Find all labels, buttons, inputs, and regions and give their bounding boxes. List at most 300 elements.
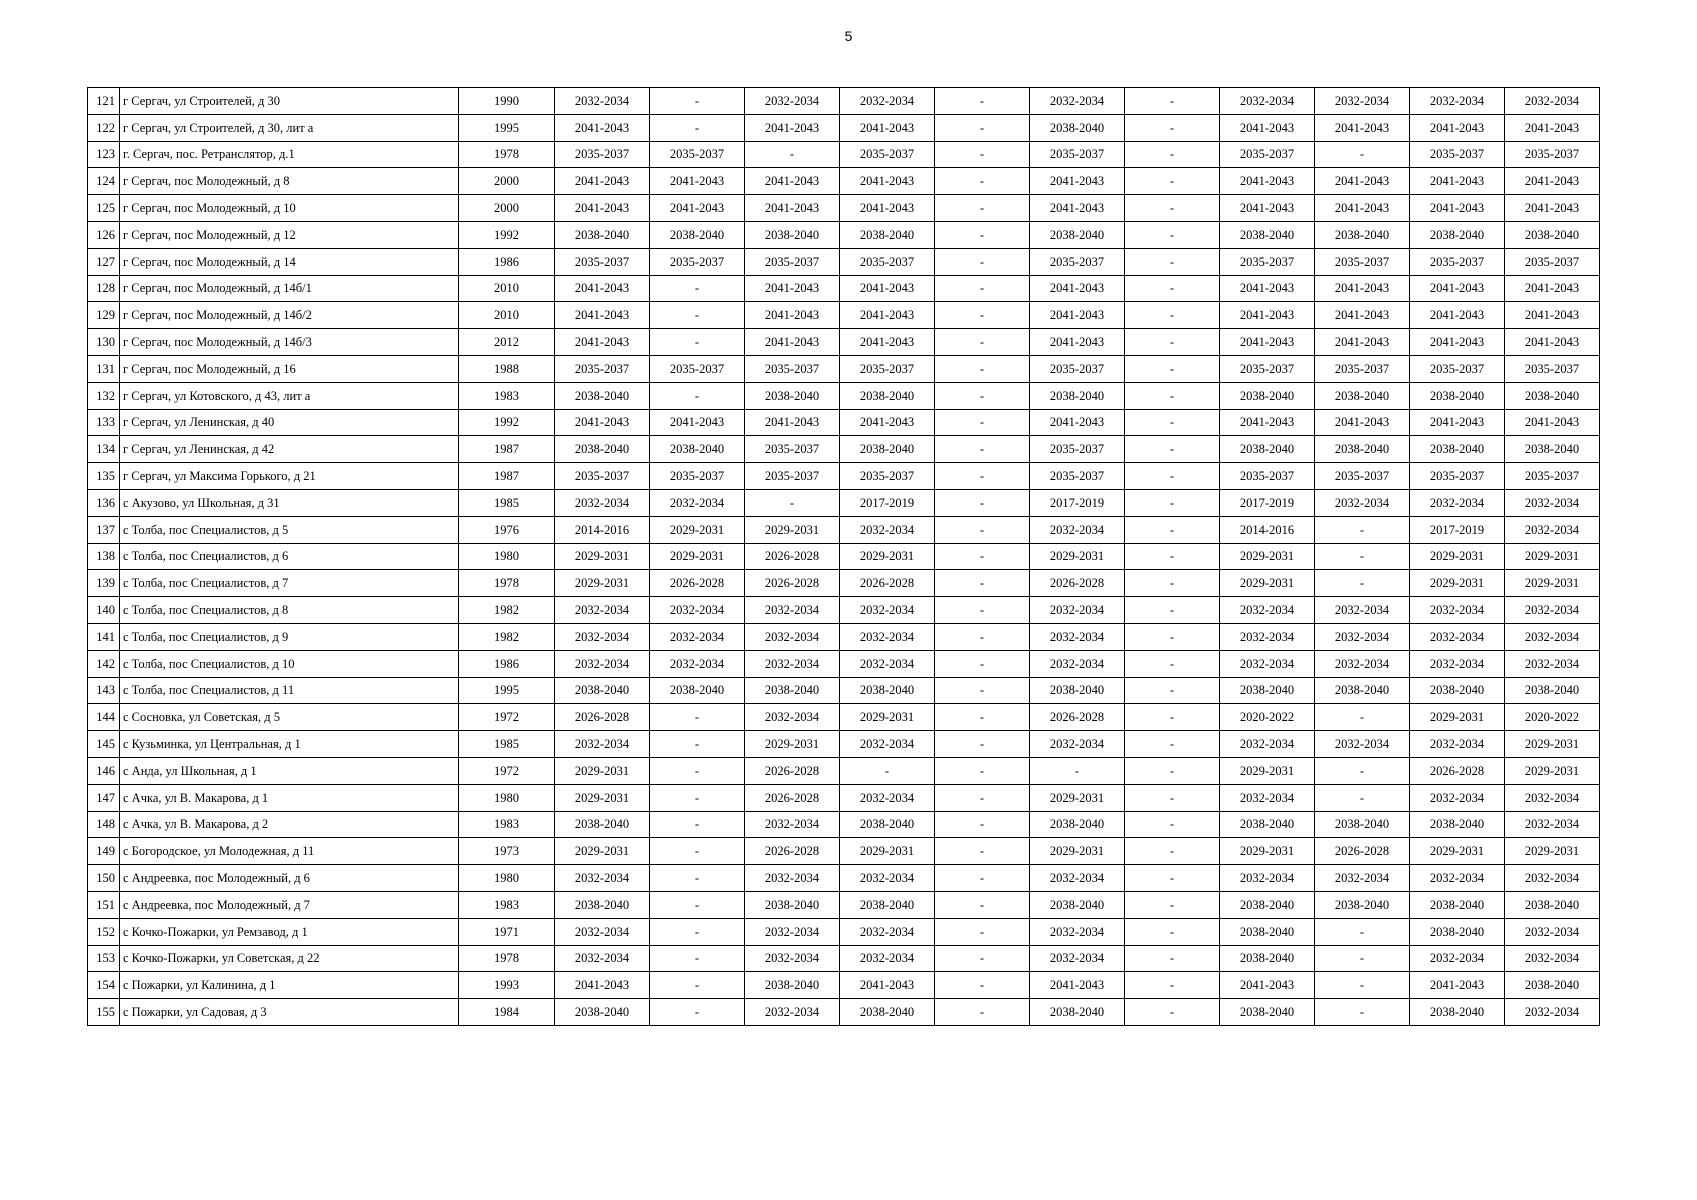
- period-cell: 2029-2031: [1030, 784, 1125, 811]
- period-cell: 2029-2031: [745, 516, 840, 543]
- period-cell: 2035-2037: [555, 248, 650, 275]
- period-cell: 2029-2031: [1505, 570, 1600, 597]
- period-cell: 2041-2043: [1220, 195, 1315, 222]
- period-cell: -: [935, 650, 1030, 677]
- row-number-cell: 125: [88, 195, 120, 222]
- period-cell: -: [1125, 731, 1220, 758]
- period-cell: -: [1125, 623, 1220, 650]
- year-cell: 1980: [459, 784, 555, 811]
- period-cell: -: [650, 918, 745, 945]
- table-body: [88, 88, 1600, 1026]
- period-cell: 2017-2019: [1220, 489, 1315, 516]
- period-cell: 2041-2043: [840, 195, 935, 222]
- period-cell: 2035-2037: [650, 248, 745, 275]
- table-row: [88, 141, 1600, 168]
- year-cell: 2000: [459, 195, 555, 222]
- period-cell: 2041-2043: [1220, 972, 1315, 999]
- period-cell: -: [1125, 891, 1220, 918]
- period-cell: 2038-2040: [1315, 811, 1410, 838]
- address-cell: с Акузово, ул Школьная, д 31: [120, 489, 459, 516]
- period-cell: 2035-2037: [1410, 141, 1505, 168]
- row-number-cell: 147: [88, 784, 120, 811]
- period-cell: -: [1125, 677, 1220, 704]
- period-cell: 2041-2043: [1505, 409, 1600, 436]
- period-cell: 2032-2034: [840, 597, 935, 624]
- period-cell: 2029-2031: [1220, 757, 1315, 784]
- period-cell: -: [1125, 838, 1220, 865]
- period-cell: 2029-2031: [1410, 543, 1505, 570]
- period-cell: 2041-2043: [1220, 329, 1315, 356]
- period-cell: -: [1125, 516, 1220, 543]
- period-cell: 2032-2034: [555, 88, 650, 115]
- period-cell: 2038-2040: [745, 221, 840, 248]
- period-cell: 2041-2043: [1030, 972, 1125, 999]
- address-cell: г Сергач, пос Молодежный, д 14б/2: [120, 302, 459, 329]
- period-cell: -: [650, 811, 745, 838]
- period-cell: -: [935, 141, 1030, 168]
- period-cell: 2032-2034: [1030, 88, 1125, 115]
- period-cell: 2017-2019: [840, 489, 935, 516]
- row-number-cell: 145: [88, 731, 120, 758]
- period-cell: 2032-2034: [1315, 623, 1410, 650]
- period-cell: -: [650, 972, 745, 999]
- period-cell: 2035-2037: [1030, 248, 1125, 275]
- period-cell: 2035-2037: [840, 248, 935, 275]
- period-cell: 2029-2031: [1505, 731, 1600, 758]
- address-cell: г Сергач, пос Молодежный, д 10: [120, 195, 459, 222]
- period-cell: -: [650, 838, 745, 865]
- period-cell: 2026-2028: [1030, 704, 1125, 731]
- period-cell: 2032-2034: [1030, 650, 1125, 677]
- period-cell: 2041-2043: [555, 329, 650, 356]
- period-cell: 2038-2040: [1410, 221, 1505, 248]
- period-cell: 2041-2043: [1315, 114, 1410, 141]
- period-cell: 2029-2031: [1505, 838, 1600, 865]
- period-cell: 2032-2034: [1505, 784, 1600, 811]
- row-number-cell: 143: [88, 677, 120, 704]
- period-cell: -: [1125, 918, 1220, 945]
- year-cell: 1972: [459, 757, 555, 784]
- period-cell: -: [650, 382, 745, 409]
- period-cell: 2041-2043: [1030, 275, 1125, 302]
- period-cell: -: [1125, 248, 1220, 275]
- period-cell: 2038-2040: [1220, 811, 1315, 838]
- period-cell: 2035-2037: [840, 141, 935, 168]
- period-cell: 2032-2034: [1505, 623, 1600, 650]
- address-cell: с Ачка, ул В. Макарова, д 1: [120, 784, 459, 811]
- row-number-cell: 134: [88, 436, 120, 463]
- row-number-cell: 131: [88, 355, 120, 382]
- period-cell: 2041-2043: [555, 972, 650, 999]
- table-row: [88, 918, 1600, 945]
- period-cell: 2038-2040: [745, 677, 840, 704]
- period-cell: -: [1125, 302, 1220, 329]
- period-cell: 2038-2040: [1410, 382, 1505, 409]
- year-cell: 1976: [459, 516, 555, 543]
- period-cell: -: [1315, 945, 1410, 972]
- period-cell: -: [935, 918, 1030, 945]
- period-cell: 2038-2040: [1030, 221, 1125, 248]
- year-cell: 1990: [459, 88, 555, 115]
- period-cell: 2038-2040: [1220, 221, 1315, 248]
- table-row: [88, 570, 1600, 597]
- year-cell: 1987: [459, 463, 555, 490]
- period-cell: 2020-2022: [1220, 704, 1315, 731]
- period-cell: 2035-2037: [1220, 141, 1315, 168]
- period-cell: -: [1125, 329, 1220, 356]
- period-cell: 2041-2043: [745, 302, 840, 329]
- period-cell: 2041-2043: [1030, 195, 1125, 222]
- period-cell: -: [745, 141, 840, 168]
- row-number-cell: 149: [88, 838, 120, 865]
- row-number-cell: 129: [88, 302, 120, 329]
- year-cell: 2010: [459, 302, 555, 329]
- period-cell: 2029-2031: [1410, 838, 1505, 865]
- period-cell: -: [1125, 114, 1220, 141]
- row-number-cell: 136: [88, 489, 120, 516]
- period-cell: 2041-2043: [745, 168, 840, 195]
- period-cell: -: [1315, 516, 1410, 543]
- address-cell: с Толба, пос Специалистов, д 6: [120, 543, 459, 570]
- period-cell: -: [935, 409, 1030, 436]
- period-cell: 2038-2040: [555, 436, 650, 463]
- period-cell: 2038-2040: [1030, 891, 1125, 918]
- row-number-cell: 141: [88, 623, 120, 650]
- period-cell: 2041-2043: [555, 114, 650, 141]
- period-cell: 2041-2043: [650, 409, 745, 436]
- address-cell: с Пожарки, ул Садовая, д 3: [120, 999, 459, 1026]
- period-cell: -: [1315, 972, 1410, 999]
- table-row: [88, 409, 1600, 436]
- address-cell: с Кочко-Пожарки, ул Ремзавод, д 1: [120, 918, 459, 945]
- period-cell: -: [1315, 784, 1410, 811]
- period-cell: 2029-2031: [1030, 543, 1125, 570]
- period-cell: -: [1315, 999, 1410, 1026]
- table-row: [88, 489, 1600, 516]
- period-cell: -: [1125, 811, 1220, 838]
- year-cell: 2012: [459, 329, 555, 356]
- period-cell: 2038-2040: [1410, 999, 1505, 1026]
- period-cell: 2038-2040: [1030, 382, 1125, 409]
- period-cell: 2041-2043: [1220, 114, 1315, 141]
- year-cell: 1978: [459, 945, 555, 972]
- period-cell: -: [935, 757, 1030, 784]
- period-cell: 2029-2031: [555, 838, 650, 865]
- period-cell: 2026-2028: [745, 838, 840, 865]
- period-cell: 2041-2043: [1220, 302, 1315, 329]
- table-row: [88, 597, 1600, 624]
- period-cell: 2041-2043: [1410, 168, 1505, 195]
- period-cell: -: [650, 865, 745, 892]
- period-cell: 2035-2037: [1505, 141, 1600, 168]
- period-cell: 2038-2040: [650, 221, 745, 248]
- period-cell: 2014-2016: [1220, 516, 1315, 543]
- table-row: [88, 382, 1600, 409]
- period-cell: 2032-2034: [1410, 784, 1505, 811]
- period-cell: -: [1315, 570, 1410, 597]
- period-cell: 2041-2043: [1410, 329, 1505, 356]
- period-cell: 2041-2043: [745, 114, 840, 141]
- page-number: 5: [844, 28, 853, 44]
- period-cell: 2038-2040: [1315, 436, 1410, 463]
- period-cell: 2032-2034: [555, 918, 650, 945]
- row-number-cell: 142: [88, 650, 120, 677]
- period-cell: -: [650, 891, 745, 918]
- table-row: [88, 999, 1600, 1026]
- period-cell: 2032-2034: [1220, 623, 1315, 650]
- period-cell: -: [1315, 704, 1410, 731]
- address-cell: с Андреевка, пос Молодежный, д 7: [120, 891, 459, 918]
- period-cell: -: [1125, 865, 1220, 892]
- period-cell: 2032-2034: [1505, 865, 1600, 892]
- period-cell: 2038-2040: [1030, 999, 1125, 1026]
- period-cell: 2032-2034: [1315, 865, 1410, 892]
- period-cell: 2032-2034: [1030, 865, 1125, 892]
- row-number-cell: 130: [88, 329, 120, 356]
- period-cell: -: [935, 248, 1030, 275]
- row-number-cell: 146: [88, 757, 120, 784]
- period-cell: 2032-2034: [1315, 597, 1410, 624]
- period-cell: 2032-2034: [1505, 918, 1600, 945]
- period-cell: 2029-2031: [555, 570, 650, 597]
- address-cell: г Сергач, ул Ленинская, д 40: [120, 409, 459, 436]
- table-row: [88, 891, 1600, 918]
- period-cell: 2032-2034: [1505, 88, 1600, 115]
- period-cell: 2038-2040: [1220, 999, 1315, 1026]
- year-cell: 1985: [459, 489, 555, 516]
- year-cell: 1978: [459, 141, 555, 168]
- row-number-cell: 124: [88, 168, 120, 195]
- year-cell: 1983: [459, 382, 555, 409]
- period-cell: 2029-2031: [1220, 543, 1315, 570]
- period-cell: 2041-2043: [1410, 195, 1505, 222]
- period-cell: 2038-2040: [1505, 891, 1600, 918]
- period-cell: 2038-2040: [840, 891, 935, 918]
- row-number-cell: 126: [88, 221, 120, 248]
- period-cell: -: [935, 999, 1030, 1026]
- period-cell: -: [935, 355, 1030, 382]
- year-cell: 1980: [459, 543, 555, 570]
- address-cell: с Сосновка, ул Советская, д 5: [120, 704, 459, 731]
- row-number-cell: 150: [88, 865, 120, 892]
- period-cell: 2032-2034: [840, 88, 935, 115]
- period-cell: 2032-2034: [1505, 516, 1600, 543]
- period-cell: 2032-2034: [1410, 731, 1505, 758]
- period-cell: -: [1125, 972, 1220, 999]
- year-cell: 1971: [459, 918, 555, 945]
- period-cell: 2032-2034: [1315, 731, 1410, 758]
- period-cell: -: [1125, 489, 1220, 516]
- period-cell: 2038-2040: [1030, 677, 1125, 704]
- period-cell: -: [935, 704, 1030, 731]
- row-number-cell: 132: [88, 382, 120, 409]
- year-cell: 1973: [459, 838, 555, 865]
- period-cell: 2038-2040: [650, 677, 745, 704]
- table-row: [88, 355, 1600, 382]
- period-cell: 2026-2028: [650, 570, 745, 597]
- period-cell: -: [935, 382, 1030, 409]
- period-cell: 2038-2040: [1220, 891, 1315, 918]
- period-cell: -: [935, 543, 1030, 570]
- period-cell: -: [650, 704, 745, 731]
- period-cell: 2035-2037: [1410, 248, 1505, 275]
- period-cell: -: [650, 114, 745, 141]
- address-cell: г. Сергач, пос. Ретранслятор, д.1: [120, 141, 459, 168]
- period-cell: 2041-2043: [1410, 409, 1505, 436]
- period-cell: 2029-2031: [555, 757, 650, 784]
- year-cell: 1982: [459, 623, 555, 650]
- period-cell: -: [935, 302, 1030, 329]
- period-cell: 2038-2040: [1410, 918, 1505, 945]
- address-cell: г Сергач, ул Ленинская, д 42: [120, 436, 459, 463]
- year-cell: 1986: [459, 248, 555, 275]
- period-cell: -: [935, 329, 1030, 356]
- period-cell: 2029-2031: [1505, 543, 1600, 570]
- period-cell: 2038-2040: [745, 972, 840, 999]
- period-cell: 2026-2028: [1030, 570, 1125, 597]
- period-cell: 2035-2037: [1030, 463, 1125, 490]
- period-cell: -: [935, 436, 1030, 463]
- period-cell: 2041-2043: [555, 302, 650, 329]
- table-row: [88, 945, 1600, 972]
- period-cell: 2038-2040: [1030, 114, 1125, 141]
- address-cell: с Кочко-Пожарки, ул Советская, д 22: [120, 945, 459, 972]
- period-cell: 2038-2040: [1315, 677, 1410, 704]
- period-cell: -: [1125, 221, 1220, 248]
- period-cell: 2041-2043: [1505, 168, 1600, 195]
- period-cell: 2032-2034: [745, 623, 840, 650]
- period-cell: 2032-2034: [555, 489, 650, 516]
- period-cell: 2035-2037: [745, 355, 840, 382]
- period-cell: 2035-2037: [1220, 463, 1315, 490]
- period-cell: 2038-2040: [555, 811, 650, 838]
- row-number-cell: 140: [88, 597, 120, 624]
- period-cell: 2020-2022: [1505, 704, 1600, 731]
- period-cell: 2032-2034: [1410, 489, 1505, 516]
- period-cell: 2029-2031: [555, 543, 650, 570]
- period-cell: 2038-2040: [1505, 677, 1600, 704]
- period-cell: 2029-2031: [745, 731, 840, 758]
- period-cell: -: [1125, 945, 1220, 972]
- period-cell: -: [1125, 543, 1220, 570]
- period-cell: 2038-2040: [1315, 221, 1410, 248]
- address-cell: с Толба, пос Специалистов, д 8: [120, 597, 459, 624]
- address-cell: г Сергач, ул Строителей, д 30, лит а: [120, 114, 459, 141]
- table-row: [88, 516, 1600, 543]
- period-cell: 2041-2043: [840, 168, 935, 195]
- table-row: [88, 195, 1600, 222]
- period-cell: 2032-2034: [555, 597, 650, 624]
- table-row: [88, 650, 1600, 677]
- period-cell: 2032-2034: [1505, 489, 1600, 516]
- year-cell: 2000: [459, 168, 555, 195]
- period-cell: -: [935, 784, 1030, 811]
- table-row: [88, 811, 1600, 838]
- table-row: [88, 88, 1600, 115]
- period-cell: 2041-2043: [1220, 168, 1315, 195]
- period-cell: 2026-2028: [745, 543, 840, 570]
- period-cell: 2032-2034: [840, 623, 935, 650]
- period-cell: 2041-2043: [1315, 409, 1410, 436]
- period-cell: -: [1125, 463, 1220, 490]
- period-cell: 2032-2034: [555, 623, 650, 650]
- year-cell: 1993: [459, 972, 555, 999]
- period-cell: 2041-2043: [1315, 302, 1410, 329]
- period-cell: 2038-2040: [1505, 221, 1600, 248]
- period-cell: 2041-2043: [650, 168, 745, 195]
- address-cell: г Сергач, пос Молодежный, д 14: [120, 248, 459, 275]
- period-cell: 2041-2043: [650, 195, 745, 222]
- row-number-cell: 127: [88, 248, 120, 275]
- year-cell: 1980: [459, 865, 555, 892]
- year-cell: 1988: [459, 355, 555, 382]
- year-cell: 1978: [459, 570, 555, 597]
- address-cell: г Сергач, ул Максима Горького, д 21: [120, 463, 459, 490]
- period-cell: 2032-2034: [1505, 650, 1600, 677]
- period-cell: 2035-2037: [1505, 463, 1600, 490]
- period-cell: 2041-2043: [1030, 329, 1125, 356]
- period-cell: -: [935, 516, 1030, 543]
- period-cell: 2035-2037: [1505, 248, 1600, 275]
- period-cell: 2032-2034: [1410, 623, 1505, 650]
- address-cell: г Сергач, пос Молодежный, д 16: [120, 355, 459, 382]
- row-number-cell: 137: [88, 516, 120, 543]
- repair-schedule-table: [87, 87, 1600, 1026]
- period-cell: 2029-2031: [1410, 704, 1505, 731]
- period-cell: 2032-2034: [745, 865, 840, 892]
- period-cell: 2032-2034: [840, 784, 935, 811]
- row-number-cell: 122: [88, 114, 120, 141]
- period-cell: -: [935, 731, 1030, 758]
- period-cell: -: [650, 945, 745, 972]
- row-number-cell: 144: [88, 704, 120, 731]
- period-cell: 2038-2040: [1410, 436, 1505, 463]
- period-cell: 2041-2043: [745, 329, 840, 356]
- table-row: [88, 757, 1600, 784]
- period-cell: 2032-2034: [745, 597, 840, 624]
- period-cell: -: [1125, 275, 1220, 302]
- period-cell: -: [650, 302, 745, 329]
- year-cell: 1992: [459, 409, 555, 436]
- address-cell: с Андреевка, пос Молодежный, д 6: [120, 865, 459, 892]
- period-cell: 2035-2037: [555, 141, 650, 168]
- period-cell: 2029-2031: [650, 516, 745, 543]
- period-cell: -: [650, 88, 745, 115]
- period-cell: 2032-2034: [745, 999, 840, 1026]
- period-cell: 2032-2034: [650, 650, 745, 677]
- period-cell: 2041-2043: [1505, 302, 1600, 329]
- period-cell: 2038-2040: [1505, 972, 1600, 999]
- year-cell: 1995: [459, 114, 555, 141]
- table-row: [88, 677, 1600, 704]
- period-cell: 2041-2043: [1505, 329, 1600, 356]
- period-cell: 2041-2043: [1505, 195, 1600, 222]
- period-cell: 2038-2040: [555, 221, 650, 248]
- period-cell: 2026-2028: [555, 704, 650, 731]
- period-cell: 2026-2028: [745, 784, 840, 811]
- year-cell: 1972: [459, 704, 555, 731]
- period-cell: -: [1315, 757, 1410, 784]
- period-cell: 2032-2034: [1030, 918, 1125, 945]
- period-cell: -: [1125, 999, 1220, 1026]
- period-cell: 2041-2043: [840, 302, 935, 329]
- period-cell: 2032-2034: [650, 597, 745, 624]
- period-cell: 2032-2034: [1220, 784, 1315, 811]
- row-number-cell: 153: [88, 945, 120, 972]
- period-cell: 2038-2040: [1505, 382, 1600, 409]
- period-cell: 2032-2034: [1410, 945, 1505, 972]
- period-cell: 2032-2034: [745, 88, 840, 115]
